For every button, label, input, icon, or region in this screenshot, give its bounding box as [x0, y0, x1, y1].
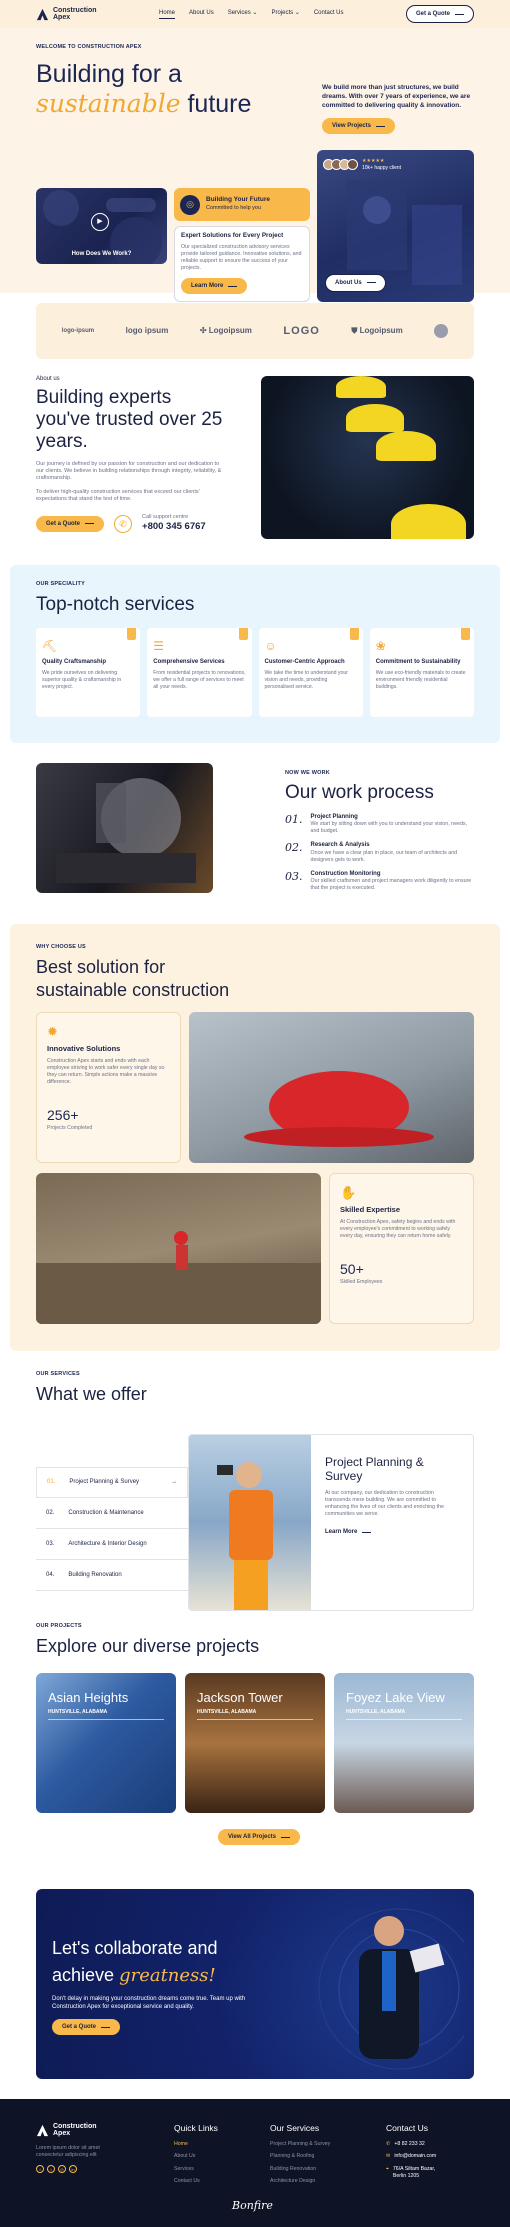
bookmark-icon — [461, 628, 470, 640]
arrow-right-icon — [455, 14, 464, 15]
offer-item-architecture[interactable] — [36, 1529, 188, 1560]
process-step — [285, 813, 475, 835]
view-all-projects-button[interactable] — [218, 1829, 300, 1845]
social-links — [36, 2165, 126, 2173]
expert-card — [174, 226, 310, 302]
about-quote-label: Get a Quote — [46, 520, 81, 527]
why-section — [10, 924, 500, 1351]
arrow-right-icon — [281, 1837, 290, 1838]
service-text: From residential projects to renovations, we offer a full range of services to meet all your needs. — [153, 670, 246, 691]
bookmark-icon — [350, 628, 359, 640]
facebook-icon[interactable]: f — [36, 2165, 44, 2173]
project-card[interactable] — [334, 1673, 474, 1813]
partner-logo: logo ipsum — [125, 325, 169, 335]
logo-glyph-icon: ✣ — [199, 325, 207, 335]
offer-item-construction[interactable] — [36, 1498, 188, 1529]
quick-links-title: Quick Links — [174, 2123, 218, 2133]
offer-item-label: Project Planning & Survey — [69, 1479, 140, 1486]
footer-link[interactable]: Building Renovation — [270, 2165, 317, 2172]
offer-learn-more-label: Learn More — [325, 1529, 358, 1536]
service-title: Customer-Centric Approach — [264, 659, 345, 666]
logo-mark-icon — [36, 8, 49, 21]
hero-title-line1: Building for a — [36, 60, 182, 89]
step-text: Once we have a clear plan in place, our team of architects and designers gets to work. — [310, 849, 458, 863]
offer-panel-title: Project Planning & Survey — [325, 1455, 424, 1484]
partner-logos — [36, 303, 474, 359]
hero-section — [0, 28, 510, 293]
future-card-sub: Committed to help you — [206, 205, 262, 212]
site-footer — [0, 2099, 510, 2227]
offer-section — [0, 1351, 510, 1623]
service-card[interactable] — [259, 628, 363, 717]
arrow-right-icon: → — [171, 1479, 177, 1486]
hero-intro: We build more than just structures, we build dreams. With over 7 years of experience, we are committed to delivering quality & innovation. — [322, 84, 471, 109]
leaf-icon: ❀ — [375, 639, 386, 654]
carousel-dot-icon[interactable] — [434, 324, 448, 338]
why-title-line2: sustainable construction — [36, 979, 230, 1000]
hero-title-accent: sustainable — [36, 89, 181, 119]
offer-eyebrow: OUR SERVICES — [36, 1371, 80, 1377]
project-location: HUNTSVILLE, ALABAMA — [346, 1709, 462, 1721]
step-text: Our skilled craftsmen and project managers work diligently to ensure that the project is executed. — [310, 877, 472, 892]
step-number: 03. — [285, 869, 303, 883]
project-location: HUNTSVILLE, ALABAMA — [48, 1709, 164, 1721]
rating-badge — [323, 158, 401, 172]
phone-icon: ✆ — [114, 515, 132, 533]
expert-learn-more-button[interactable] — [181, 278, 247, 294]
partner-logo — [351, 326, 402, 337]
process-step — [285, 841, 475, 863]
hero-cards — [36, 150, 474, 290]
arrow-right-icon — [85, 523, 94, 524]
project-location: HUNTSVILLE, ALABAMA — [197, 1709, 313, 1721]
expertise-title: Skilled Expertise — [340, 1204, 401, 1214]
expert-text: Our specialized construction advisory services provide tailored guidance. Innovative solutions, and reliable support to ensure the success of your projects. — [181, 243, 302, 271]
employees-count: 50+ — [340, 1260, 364, 1277]
footer-address-line1: 76/A Siltam Bazar, — [392, 2165, 436, 2172]
brand-name-line2: Apex — [53, 14, 71, 21]
footer-email: info@domain.com — [394, 2153, 437, 2160]
view-projects-button[interactable] — [322, 118, 395, 134]
businessman-image — [314, 1889, 464, 2079]
offer-title: What we offer — [36, 1384, 147, 1405]
process-step — [285, 870, 475, 892]
chevron-down-icon: ⌄ — [252, 10, 258, 17]
project-card[interactable] — [36, 1673, 176, 1813]
cta-title-line1: Let's collaborate and — [52, 1938, 218, 1958]
footer-brand-line1: Construction — [53, 2123, 97, 2130]
arrow-right-icon — [228, 286, 237, 287]
partner-logo: logo-ipsum — [61, 327, 95, 334]
step-number: 01. — [285, 813, 303, 827]
service-text: We use eco-friendly materials to create environment friendly residential buildings. — [375, 670, 466, 691]
helmet-shape — [346, 404, 404, 432]
support-phone[interactable]: +800 345 6767 — [142, 521, 206, 533]
twitter-icon[interactable]: t — [47, 2165, 55, 2173]
shield-icon: ⛊ — [351, 325, 358, 335]
users-icon: ☺ — [264, 639, 277, 654]
offer-detail-text — [311, 1435, 473, 1610]
process-content — [285, 770, 475, 898]
footer-services-title: Our Services — [270, 2123, 320, 2133]
arrow-right-icon — [101, 2027, 110, 2028]
offer-learn-more-link[interactable] — [325, 1528, 459, 1536]
why-title-line1: Best solution for — [36, 957, 166, 978]
site-header — [0, 0, 510, 28]
offer-detail-panel — [188, 1434, 474, 1611]
footer-phone: +8 82 233 32 — [394, 2141, 425, 2148]
footer-tagline: Lorem ipsum dolor sit amet consectetur adipiscing elit — [36, 2145, 100, 2159]
video-card[interactable] — [36, 188, 167, 264]
footer-link[interactable]: Services — [174, 2165, 194, 2172]
surveyor-image — [189, 1435, 311, 1610]
services-eyebrow: OUR SPECIALITY — [36, 581, 85, 587]
footer-quick-links — [174, 2123, 218, 2190]
header-quote-label: Get a Quote — [415, 10, 450, 17]
lightbulb-icon: ✹ — [47, 1024, 58, 1039]
crane-icon: ⛏ — [42, 639, 58, 654]
footer-link[interactable]: Planning & Roofing — [270, 2153, 315, 2160]
about-section — [0, 359, 510, 533]
database-icon: ☰ — [153, 639, 165, 654]
innovative-title: Innovative Solutions — [47, 1043, 121, 1053]
cta-quote-button[interactable] — [52, 2019, 120, 2035]
footer-phone-row[interactable] — [386, 2141, 436, 2148]
expert-title: Expert Solutions for Every Project — [181, 232, 284, 239]
main-nav — [159, 9, 344, 18]
projects-section — [0, 1623, 510, 1889]
projects-title: Explore our diverse projects — [36, 1636, 260, 1657]
expert-learn-more-label: Learn More — [191, 283, 224, 290]
helmet-shape — [336, 376, 386, 398]
innovative-card — [36, 1012, 181, 1163]
about-quote-button[interactable] — [36, 516, 104, 532]
view-projects-label: View Projects — [332, 123, 371, 130]
hero-eyebrow: WELCOME TO CONSTRUCTION APEX — [36, 44, 142, 50]
step-title: Project Planning — [310, 814, 358, 821]
hand-icon: ✋ — [340, 1185, 357, 1200]
project-name: Asian Heights — [48, 1690, 129, 1705]
service-text: We take the time to understand your vision and needs, providing personalised service. — [264, 670, 349, 691]
offer-item-renovation[interactable] — [36, 1560, 188, 1591]
header-quote-button[interactable] — [406, 5, 474, 23]
offer-item-label: Construction & Maintenance — [68, 1509, 144, 1516]
process-eyebrow: NOW WE WORK — [285, 770, 330, 776]
arrow-right-icon — [362, 1532, 371, 1533]
cta-title-accent: greatness! — [119, 1965, 216, 1986]
about-eyebrow: About us — [36, 376, 60, 382]
nav-projects-label: Projects — [271, 10, 294, 17]
offer-item-number: 04. — [46, 1571, 55, 1578]
arrow-right-icon — [376, 126, 385, 127]
step-text: We start by sitting down with you to understand your vision, needs, and budget. — [310, 821, 468, 835]
partner-logo-text: Logoipsum — [359, 325, 403, 335]
footer-brand — [36, 2123, 126, 2173]
footer-link[interactable]: Home — [174, 2141, 188, 2148]
partner-logo: LOGO — [283, 324, 320, 337]
mail-icon: ✉ — [386, 2153, 391, 2160]
expertise-card — [329, 1173, 474, 1324]
project-card[interactable] — [185, 1673, 325, 1813]
bookmark-icon — [239, 628, 248, 640]
why-eyebrow: WHY CHOOSE US — [36, 944, 86, 950]
helmet-shape — [391, 504, 466, 539]
about-paragraph-1: Our journey is defined by our passion for construction and our dedication to our clients. We believe in building relationships through integrity, reliability, & craftsmanship. — [36, 460, 222, 482]
service-title: Comprehensive Services — [153, 659, 225, 666]
star-rating-icon: ★★★★★ — [362, 158, 385, 164]
nav-home[interactable]: Home — [159, 9, 175, 18]
team-card — [317, 150, 474, 302]
offer-list — [36, 1467, 188, 1591]
footer-address-row — [386, 2166, 436, 2180]
process-section — [0, 743, 510, 903]
why-title — [36, 956, 474, 1001]
offer-item-planning[interactable] — [36, 1467, 188, 1498]
step-number: 02. — [285, 841, 303, 855]
service-card[interactable] — [147, 628, 251, 717]
medal-icon: ◎ — [180, 195, 200, 215]
about-paragraph-2: To deliver high-quality construction services that exceed our clients' expectations that stand the test of time. — [36, 488, 200, 503]
footer-logo[interactable] — [36, 2123, 126, 2137]
nav-services-label: Services — [227, 10, 251, 17]
offer-item-label: Building Renovation — [68, 1571, 122, 1578]
offer-item-number: 02. — [46, 1509, 55, 1516]
surveyor-shapes — [189, 1435, 311, 1611]
footer-link[interactable]: Project Planning & Survey — [270, 2141, 331, 2148]
chevron-down-icon: ⌄ — [294, 10, 300, 17]
linkedin-icon[interactable]: in — [69, 2165, 77, 2173]
view-all-projects-label: View All Projects — [228, 1834, 277, 1840]
footer-brand-line2: Apex — [53, 2130, 71, 2137]
about-us-label: About Us — [335, 279, 362, 286]
hero-intro-block — [322, 84, 472, 134]
helmet-shapes — [189, 1012, 474, 1163]
nav-services[interactable] — [228, 9, 258, 18]
step-title: Research & Analysis — [310, 842, 370, 849]
expertise-text: At Construction Apex, safety begins and ends with every employee's commitment to working safely every day, ensuring they can return home safely. — [340, 1218, 456, 1239]
avatar-stack — [323, 159, 358, 170]
footer-contact — [386, 2123, 436, 2185]
future-card — [174, 188, 310, 221]
saw-image — [36, 763, 213, 893]
brand-logo[interactable] — [36, 7, 97, 21]
process-title: Our work process — [285, 782, 434, 804]
saw-shapes — [36, 763, 213, 893]
offer-item-label: Architecture & Interior Design — [68, 1540, 147, 1547]
footer-link[interactable]: Contact Us — [174, 2177, 200, 2184]
play-icon[interactable]: ▶ — [91, 213, 109, 231]
projects-count-label: Projects Completed — [47, 1124, 93, 1131]
cta-banner — [36, 1889, 474, 2079]
bookmark-icon — [127, 628, 136, 640]
arrow-right-icon — [367, 282, 376, 283]
red-helmet-image — [189, 1012, 474, 1163]
projects-count: 256+ — [47, 1106, 79, 1123]
services-section — [10, 565, 500, 743]
nav-projects[interactable] — [271, 9, 299, 18]
service-card[interactable] — [36, 628, 140, 717]
service-title: Commitment to Sustainability — [375, 659, 461, 666]
nav-about[interactable]: About Us — [189, 10, 214, 17]
service-card[interactable] — [370, 628, 474, 717]
support-label: Call support centre — [142, 513, 189, 520]
video-label: How Does We Work? — [71, 250, 132, 257]
footer-address-line2: Berlin 1205 — [392, 2172, 420, 2179]
future-card-title: Building Your Future — [206, 196, 271, 204]
avatar — [347, 159, 358, 170]
services-grid — [36, 628, 474, 717]
footer-link[interactable]: About Us — [174, 2153, 196, 2160]
helmet-shape — [376, 431, 436, 461]
logo-mark-icon — [36, 2124, 49, 2137]
service-title: Quality Craftsmanship — [42, 659, 107, 666]
offer-item-number: 01. — [47, 1479, 56, 1486]
cta-quote-label: Get a Quote — [62, 2024, 97, 2031]
footer-services — [270, 2123, 330, 2190]
site-shapes — [36, 1173, 321, 1324]
step-title: Construction Monitoring — [310, 870, 381, 877]
partner-logo-text: Logoipsum — [208, 325, 252, 335]
offer-item-number: 03. — [46, 1540, 55, 1547]
helmets-image — [261, 376, 474, 539]
about-us-button[interactable] — [325, 274, 386, 292]
projects-eyebrow: OUR PROJECTS — [36, 1623, 82, 1629]
project-name: Jackson Tower — [197, 1690, 283, 1705]
nav-contact[interactable]: Contact Us — [313, 10, 344, 17]
employees-count-label: Skilled Employees — [340, 1278, 383, 1285]
instagram-icon[interactable]: ◎ — [58, 2165, 66, 2173]
brand-name-line1: Construction — [53, 7, 97, 14]
partner-logo — [200, 326, 252, 337]
footer-contact-title: Contact Us — [386, 2123, 429, 2133]
footer-signature: Bonfire — [232, 2199, 273, 2212]
worker-site-image — [36, 1173, 321, 1324]
service-text: We pride ourselves on delivering superior quality & craftsmanship in every project. — [42, 670, 122, 691]
cta-title-line2: achieve — [52, 1965, 115, 1985]
services-title: Top-notch services — [36, 594, 195, 616]
location-icon: ⌖ — [386, 2165, 389, 2172]
project-name: Foyez Lake View — [346, 1690, 445, 1705]
footer-email-row[interactable] — [386, 2153, 436, 2160]
innovative-text: Construction Apex starts and ends with each employee striving to work safer every single day so they can return. Simple actions make a massive difference. — [47, 1057, 165, 1085]
rating-text: 10k+ happy client — [362, 164, 402, 171]
footer-link[interactable]: Architecture Design — [270, 2177, 316, 2184]
phone-icon: ✆ — [386, 2141, 391, 2148]
offer-panel-text: At our company, our dedication to construction transcends mere building. We are committed to enhancing the lives of our clients and enriching the communities we serve. — [325, 1489, 444, 1518]
hero-title-end: future — [187, 90, 252, 119]
cta-text: Don't delay in making your construction dreams come true. Team up with Construction Apex for exceptional service and quality. — [52, 1996, 246, 2011]
about-title: Building experts you've trusted over 25 years. — [36, 387, 223, 452]
